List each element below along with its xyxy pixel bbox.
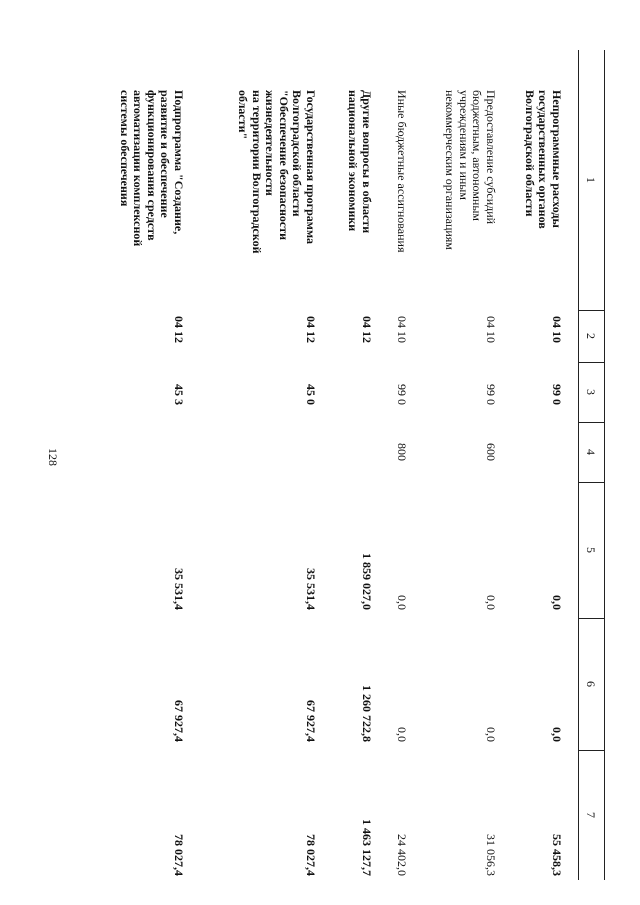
row-code-type: 600 [484, 443, 498, 461]
row-code-target: 45 0 [304, 384, 318, 405]
budget-table [75, 50, 605, 880]
col-header-4: 4 [584, 449, 598, 455]
header-top-rule [604, 50, 605, 880]
row-name: Предоставление субсидий бюджетным, автономным учреждениям и иным некоммерческим организациям [443, 90, 498, 250]
row-value-5: 35 531,4 [172, 568, 186, 610]
row-value-6: 67 927,4 [172, 700, 186, 742]
row-name: Подпрограмма "Создание, развитие и обеспечение функционирования средств автоматизации комплексной системы обеспечения [118, 90, 186, 247]
row-value-6: 0,0 [395, 727, 409, 742]
row-value-6: 0,0 [484, 727, 498, 742]
row-value-5: 35 531,4 [304, 568, 318, 610]
row-code-section: 04 10 [395, 316, 409, 343]
row-code-target: 99 0 [395, 384, 409, 405]
row-code-section: 04 10 [550, 316, 564, 343]
row-name: Государственная программа Волгоградской области "Обеспечение безопасности жизнедеятельности на территории Волгоградской области" [236, 90, 318, 254]
col-header-6: 6 [584, 681, 598, 687]
row-value-7: 24 402,0 [395, 834, 409, 876]
row-value-7: 78 027,4 [304, 834, 318, 876]
row-code-section: 04 12 [360, 316, 374, 343]
row-name: Другие вопросы в области национальной экономики [346, 90, 374, 234]
row-value-6: 67 927,4 [304, 700, 318, 742]
row-name: Иные бюджетные ассигнования [395, 90, 409, 253]
col-header-3: 3 [584, 389, 598, 395]
row-name: Непрограммные расходы государственных органов Волгоградской области [523, 90, 564, 229]
row-code-type: 800 [395, 443, 409, 461]
col-header-5: 5 [584, 547, 598, 553]
row-value-7: 78 027,4 [172, 834, 186, 876]
row-code-target: 99 0 [484, 384, 498, 405]
row-value-5: 0,0 [550, 595, 564, 610]
row-value-5: 0,0 [395, 595, 409, 610]
row-value-6: 1 260 722,8 [360, 685, 374, 742]
col-header-2: 2 [584, 333, 598, 339]
row-code-target: 45 3 [172, 384, 186, 405]
row-value-6: 0,0 [550, 727, 564, 742]
row-code-section: 04 10 [484, 316, 498, 343]
row-code-section: 04 12 [304, 316, 318, 343]
row-code-target: 99 0 [550, 384, 564, 405]
page-number: 128 [46, 448, 60, 466]
row-code-section: 04 12 [172, 316, 186, 343]
row-value-5: 0,0 [484, 595, 498, 610]
row-value-7: 31 056,3 [484, 834, 498, 876]
row-value-7: 55 458,3 [550, 834, 564, 876]
header-bottom-rule [578, 50, 579, 880]
row-value-5: 1 859 027,0 [360, 553, 374, 610]
rotated-page [75, 50, 605, 880]
col-header-7: 7 [584, 812, 598, 818]
col-header-1: 1 [584, 177, 598, 183]
row-value-7: 1 463 127,7 [360, 819, 374, 876]
